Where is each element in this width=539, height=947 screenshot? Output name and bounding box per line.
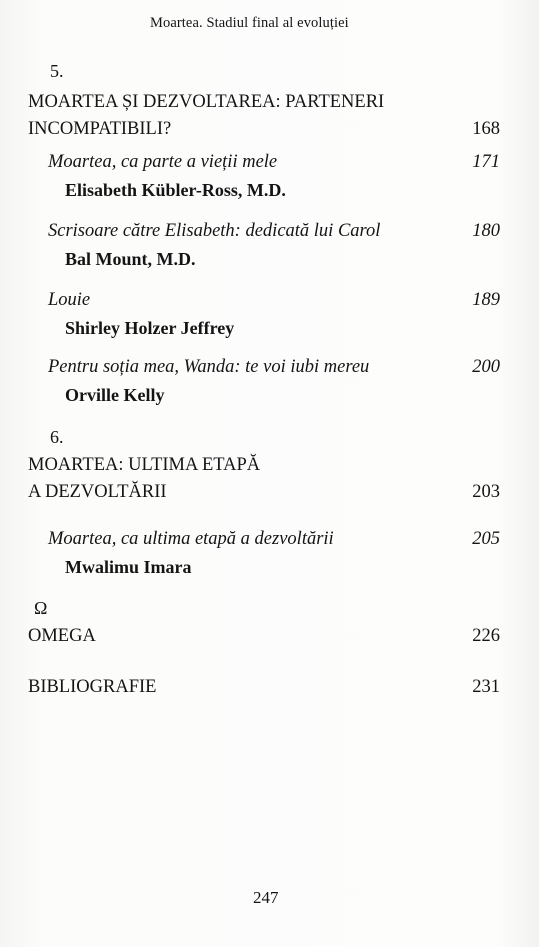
entry-page-number: 205: [472, 529, 500, 549]
omega-label: OMEGA: [28, 626, 96, 646]
part-title-line2: A DEZVOLTĂRII: [28, 482, 167, 502]
entry-author: Mwalimu Imara: [65, 557, 192, 577]
bibliography-label: BIBLIOGRAFIE: [28, 677, 157, 697]
part-page-number: 168: [472, 119, 500, 139]
running-header: Moartea. Stadiul final al evoluției: [150, 15, 349, 31]
entry-page-number: 200: [472, 357, 500, 377]
entry-page-number: 180: [472, 221, 500, 241]
page-number: 247: [253, 888, 279, 907]
part-heading: [28, 89, 500, 143]
entry-page-number: 189: [472, 290, 500, 310]
toc-entry[interactable]: [48, 528, 500, 579]
entry-title: Moartea, ca ultima etapă a dezvoltării: [48, 529, 334, 549]
entry-author: Orville Kelly: [65, 385, 165, 405]
toc-entry[interactable]: [48, 289, 500, 340]
omega-page-number: 226: [472, 626, 500, 646]
part-number: 5.: [50, 61, 64, 81]
entry-author: Bal Mount, M.D.: [65, 249, 196, 269]
part-number: 6.: [50, 427, 64, 447]
part-title-line2: INCOMPATIBILI?: [28, 119, 172, 139]
part-heading: [28, 452, 500, 506]
entry-title: Louie: [48, 290, 91, 310]
part-title-line1: MOARTEA ȘI DEZVOLTAREA: PARTENERI: [28, 92, 385, 112]
toc-entry-bibliography[interactable]: [28, 677, 500, 698]
toc-entry-omega[interactable]: [28, 626, 500, 647]
entry-title: Scrisoare către Elisabeth: dedicată lui Carol: [48, 221, 381, 241]
entry-author: Shirley Holzer Jeffrey: [65, 318, 235, 338]
part-title-line1: MOARTEA: ULTIMA ETAPĂ: [28, 455, 261, 475]
entry-author: Elisabeth Kübler-Ross, M.D.: [65, 180, 286, 200]
part-page-number: 203: [472, 482, 500, 502]
omega-symbol: Ω: [34, 598, 48, 618]
bibliography-page-number: 231: [472, 677, 500, 697]
toc-entry[interactable]: [48, 151, 500, 202]
toc-entry[interactable]: [48, 356, 500, 407]
toc-entry[interactable]: [48, 220, 500, 271]
entry-page-number: 171: [472, 152, 500, 172]
entry-title: Moartea, ca parte a vieții mele: [48, 152, 278, 172]
entry-title: Pentru soția mea, Wanda: te voi iubi mereu: [48, 357, 370, 377]
